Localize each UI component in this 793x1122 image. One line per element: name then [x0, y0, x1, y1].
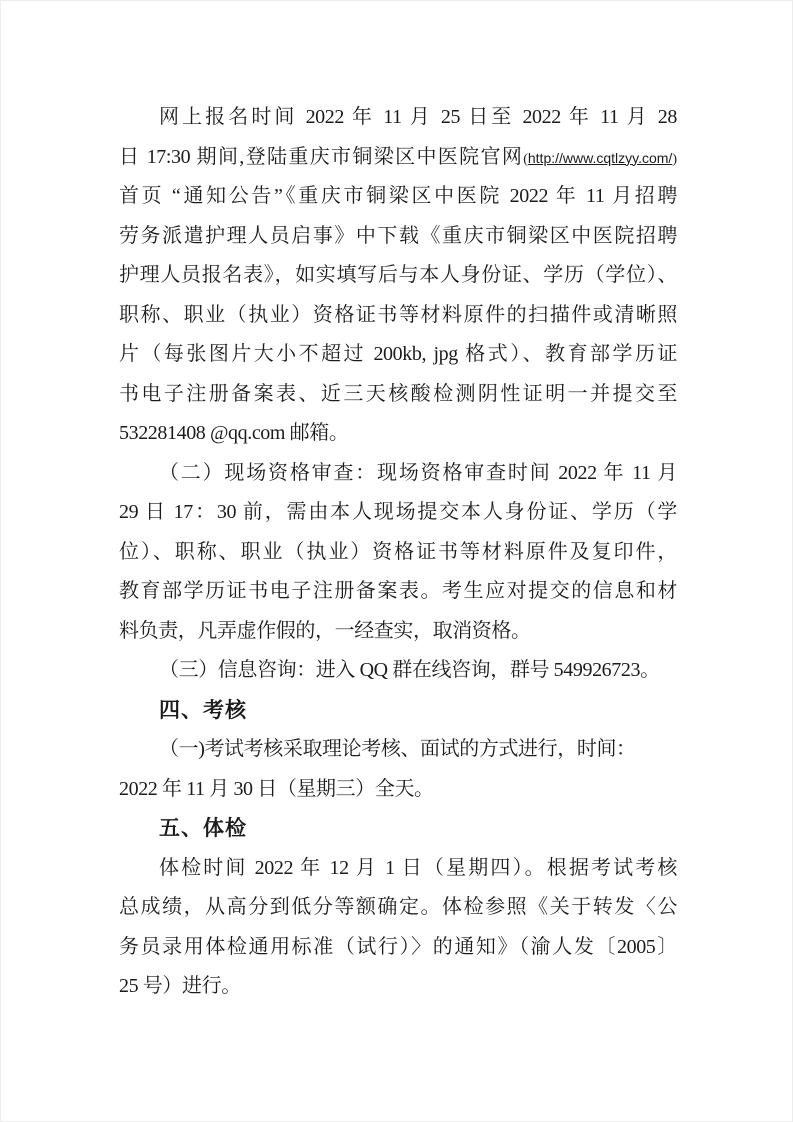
text-line: [119, 414, 677, 454]
text-segment: 料负责，凡弄虚作假的，一经查实，取消资格。: [119, 619, 531, 642]
text-segment: 首页 “通知公告”《重庆市铜梁区中医院 2022 年 11 月招聘: [119, 185, 677, 207]
text-line: [119, 335, 677, 375]
text-segment: 体检时间 2022 年 12 月 1 日（星期四）。根据考试考核: [159, 856, 677, 879]
text-line: [119, 533, 677, 573]
text-line: [119, 928, 677, 968]
text-segment: 五、体检: [159, 817, 247, 840]
text-line: [119, 730, 677, 770]
text-segment: 劳务派遣护理人员启事》中下载《重庆市铜梁区中医院招聘: [119, 224, 677, 247]
text-line: [119, 256, 677, 296]
text-segment: 29 日 17：30 前，需由本人现场提交本人身份证、学历（学: [119, 501, 677, 523]
text-line: [119, 375, 677, 415]
text-segment: 532281408 @qq.com 邮箱。: [119, 422, 349, 444]
text-line: [119, 770, 677, 810]
text-segment: 2022 年 11 月 30 日（星期三）全天。: [119, 777, 434, 800]
text-line: [119, 296, 677, 336]
text-segment: 四、考核: [159, 698, 247, 722]
text-line: [119, 572, 677, 612]
text-line: [119, 217, 677, 257]
document-body: [119, 98, 677, 1007]
text-segment: 网上报名时间 2022 年 11 月 25 日至 2022 年 11 月 28: [159, 106, 677, 128]
text-line: [119, 612, 677, 652]
text-line: [119, 651, 677, 691]
text-line: [119, 967, 677, 1007]
text-segment: （一)考试考核采取理论考核、面试的方式进行，时间：: [159, 738, 636, 760]
text-line: [119, 849, 677, 889]
text-line: [119, 98, 677, 138]
text-segment: 25 号）进行。: [119, 975, 241, 997]
text-line: [119, 493, 677, 533]
text-segment: 片（每张图片大小不超过 200kb, jpg 格式）、教育部学历证: [119, 343, 677, 365]
text-segment: 职称、职业（执业）资格证书等材料原件的扫描件或清晰照: [119, 303, 677, 326]
text-segment: 书电子注册备案表、近三天核酸检测阴性证明一并提交至: [119, 382, 677, 405]
text-line: [119, 138, 677, 178]
text-segment: 务员录用体检通用标准（试行）〉的通知》（渝人发〔2005〕: [119, 935, 677, 958]
text-segment: 护理人员报名表》，如实填写后与本人身份证、学历（学位）、: [119, 264, 677, 286]
text-line: [119, 888, 677, 928]
text-segment: 总成绩，从高分到低分等额确定。体检参照《关于转发〈公: [119, 896, 677, 918]
section-heading: [119, 691, 677, 731]
text-segment: （二）现场资格审查：现场资格审查时间 2022 年 11 月: [159, 461, 677, 484]
section-heading: [119, 809, 677, 849]
text-segment: 位）、职称、职业（执业）资格证书等材料原件及复印件，: [119, 540, 677, 563]
text-line: [119, 454, 677, 494]
text-segment: 教育部学历证书电子注册备案表。考生应对提交的信息和材: [119, 580, 677, 602]
text-line: [119, 177, 677, 217]
text-segment: ): [672, 151, 677, 167]
website-link[interactable]: http://www.cqtlzyy.com/: [527, 149, 673, 166]
text-segment: （三）信息咨询：进入 QQ 群在线咨询，群号 549926723。: [159, 659, 660, 681]
text-segment: 日 17:30 期间,登陆重庆市铜梁区中医院官网: [119, 145, 524, 168]
text-segment: (: [523, 151, 528, 167]
